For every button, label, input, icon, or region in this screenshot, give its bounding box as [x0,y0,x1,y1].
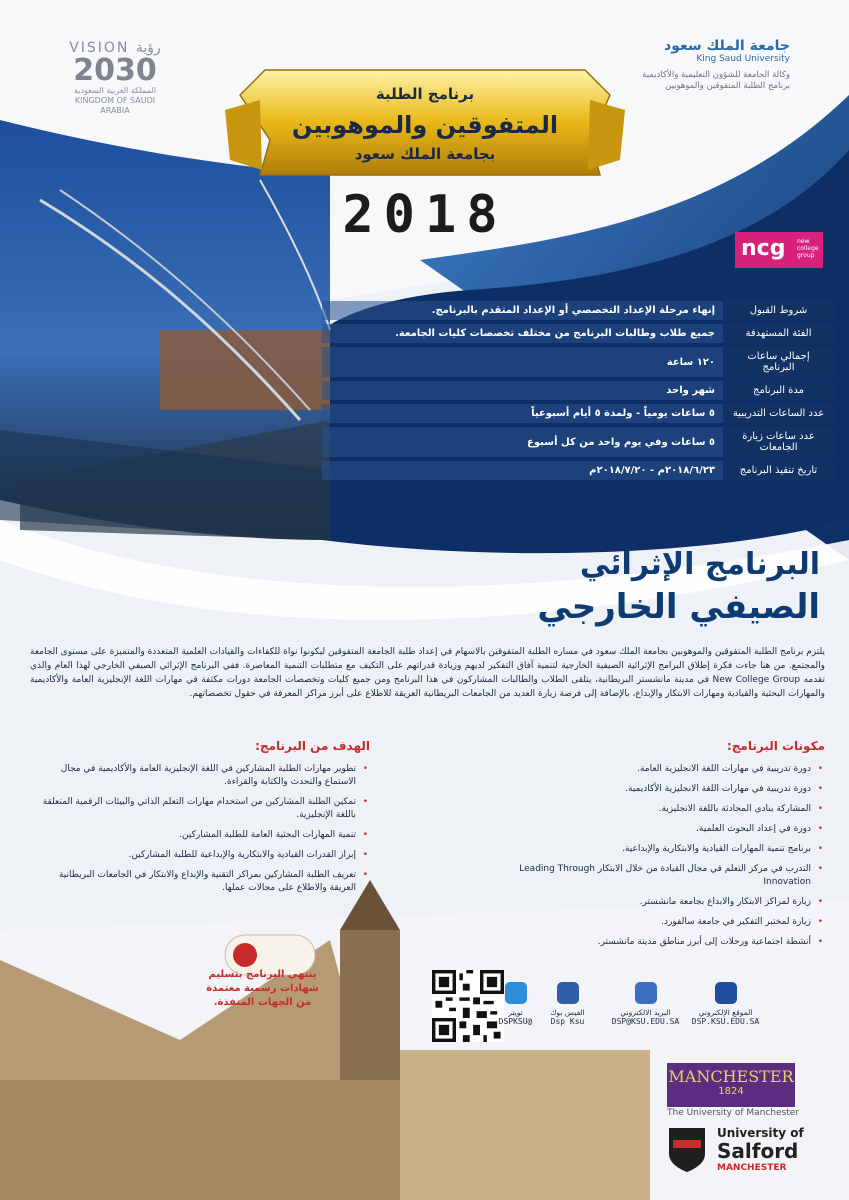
contact-value: @DSPKSU [498,1017,533,1026]
vision-country-ar: المملكة العربية السعودية [73,86,157,95]
goals-list [30,763,370,895]
ribbon-line-3: بجامعة الملك سعود [354,145,496,163]
salford-line-2: Salford [717,1139,799,1163]
info-row [322,324,834,343]
ncg-logo-text: ncg [741,236,786,261]
contact-label: البريد الالكتروني [620,1008,671,1017]
ksu-name-en: King Saud University [696,54,790,64]
list-item: • تمكين الطلبة المشاركين من استخدام مهارات التعلم الذاتي والبيئات الرقمية المتعلقة باللغة الإنجليزية. [30,796,356,822]
contact-value: DSP@KSU.EDU.SA [611,1017,680,1026]
salford-shield-icon [667,1126,707,1174]
manchester-year: 1824 [718,1086,744,1097]
contact-website[interactable] [678,982,773,1026]
list-item: • دورة تدريبية في مهارات اللغة الانجليزية الأكاديمية. [470,783,811,796]
info-row [322,427,834,457]
salford-line-1: University of [717,1126,804,1140]
list-item: • تنمية المهارات البحثية العامة للطلبة المشاركين. [30,829,356,842]
salford-logo [667,1126,817,1178]
email-icon [635,982,657,1004]
ksu-name-ar: جامعة الملك سعود [664,38,790,54]
contact-value: DSP.KSU.EDU.SA [691,1017,760,1026]
contact-label: الفيس بوك [550,1008,585,1017]
vision-label: VISION رؤية [69,40,161,56]
ksu-program: برنامج الطلبة المتفوقين والموهوبين [665,81,790,91]
info-value: ٥ ساعات يومياً - ولمدة ٥ أيام أسبوعياً [322,404,723,423]
info-value: ٢٠١٨/٦/٢٣م - ٢٠١٨/٧/٢٠م [322,461,723,480]
list-item: • برنامج تنمية المهارات القيادية والابتكارية والإبداعية. [470,843,811,856]
manchester-logo [667,1063,795,1107]
contact-label: الموقع الإلكتروني [698,1008,753,1017]
goals-heading: الهدف من البرنامج: [255,739,370,753]
list-item: • التدرب في مركز التعلم في مجال القيادة من خلال الابتكار Leading Through Innovation [470,863,811,889]
list-item: • دورة في إعداد البحوث العلمية. [470,823,811,836]
list-item: • دورة تدريبية في مهارات اللغة الانجليزية العامة. [470,763,811,776]
contact-label: تويتر [508,1008,523,1017]
list-item: • زيارة لمراكز الابتكار والابداع بجامعة مانشستر. [470,896,811,909]
manchester-subtitle: The University of Manchester [667,1108,800,1118]
info-label: شروط القبول [723,301,834,320]
info-value: إنهاء مرحلة الإعداد التخصصي أو الإعداد المتقدم بالبرنامج. [322,301,723,320]
info-label: الفئة المستهدفة [723,324,834,343]
components-heading: مكونات البرنامج: [726,739,825,753]
components-list [470,763,825,949]
info-row [322,347,834,377]
goals-section [30,740,370,902]
info-row [322,301,834,320]
intro-paragraph: يلتزم برنامج الطلبة المتفوقين والموهوبين بجامعة الملك سعود في مساره الطلبة المتفوقين بالاسهام في إعداد طلبة الجامعة المتفوقين ليكونوا نواة للكفاءات والقيادات العلمية المتعددة والمتميزة على مستوى الجامعة والمجتمع. من هنا جاءت فكرة إطلاق البرامج الإثرائية الصيفية الخارجية لتنمية آفاق التفكير لديهم وزيادة قدراتهم على التكيف مع متطلبات التنمية المعاصرة. ففي البرنامج الإثرائي الصيفي الخارجي لهذا العام والذي تقدمه New College Group في مدينة مانشستر البريطانية، يتلقى الطلاب والطالبات المشاركون في هذا البرنامج ومن جميع كليات وتخصصات الجامعة دورات مكثفة في مهارات اللغة الإنجليزية العامة والأكاديمية والمهارات البحثية والقيادية ومهارات الابتكار والإبداع، بالإضافة إلى فرصة زيارة العديد من الجامعات البريطانية العريقة للاطلاع على أبرز مراكز المعرفة في حقول تخصصاتهم. [30,647,825,699]
program-info-table [322,297,834,484]
ksu-deanship: وكالة الجامعة للشؤون التعليمية والأكاديمية [642,70,790,80]
list-item: • المشاركة بنادي المحادثة باللغة الانجليزية. [470,803,811,816]
ribbon-banner [270,85,580,163]
info-value: جميع طلاب وطالبات البرنامج من مختلف تخصصات كليات الجامعة. [322,324,723,343]
program-year: 2018 [342,185,508,245]
info-value: ١٢٠ ساعة [322,347,723,377]
certificate-note: ينتهي البرنامج بتسليم شهادات رسمية معتمدة من الجهات المنفذة. [206,969,319,1008]
list-item: • تطوير مهارات الطلبة المشاركين في اللغة الإنجليزية العامة والأكاديمية في مجال الاستماع والتحدث والكتابة والقراءة. [30,763,356,789]
ribbon-line-1: برنامج الطلبة [375,85,475,103]
info-value: ٥ ساعات وفي يوم واحد من كل أسبوع [322,427,723,457]
facebook-icon [557,982,579,1004]
vision-country-en: KINGDOM OF SAUDI ARABIA [74,96,156,115]
vision-year: 2030 [73,53,157,88]
info-label: تاريخ تنفيذ البرنامج [723,461,834,480]
list-item: • أنشطة اجتماعية ورحلات إلى أبرز مناطق مدينة مانشستر. [470,936,811,949]
vision-2030-logo [60,40,170,116]
list-item: • إبراز القدرات القيادية والابتكارية والإبداعية للطلبة المشاركين. [30,849,356,862]
list-item: • زيارة لمختبر التفكير في جامعة سالفورد. [470,916,811,929]
info-row [322,381,834,400]
title-line-2: الصيفي الخارجي [537,587,820,627]
program-title [420,545,820,629]
salford-line-3: MANCHESTER [717,1163,787,1173]
list-item: • تعريف الطلبة المشاركين بمراكز التقنية والإبداع والابتكار في الجامعات البريطانية العريقة والاطلاع على مجالات عملها. [30,869,356,895]
info-row [322,404,834,423]
info-row [322,461,834,480]
info-value: شهر واحد [322,381,723,400]
info-label: مدة البرنامج [723,381,834,400]
ksu-logo [640,38,790,92]
components-section [470,740,825,956]
contact-value: Dsp Ksu [550,1017,585,1026]
ribbon-line-2: المتفوقين والموهوبين [291,111,559,139]
ncg-logo-sub: new college group [797,238,819,259]
ncg-logo [735,232,823,268]
info-label: عدد ساعات زيارة الجامعات [723,427,834,457]
manchester-name: MANCHESTER [668,1067,794,1086]
info-label: إجمالي ساعات البرنامج [723,347,834,377]
info-label: عدد الساعات التدريبية [723,404,834,423]
title-line-1: البرنامج الإثرائي [579,547,820,582]
website-icon [715,982,737,1004]
